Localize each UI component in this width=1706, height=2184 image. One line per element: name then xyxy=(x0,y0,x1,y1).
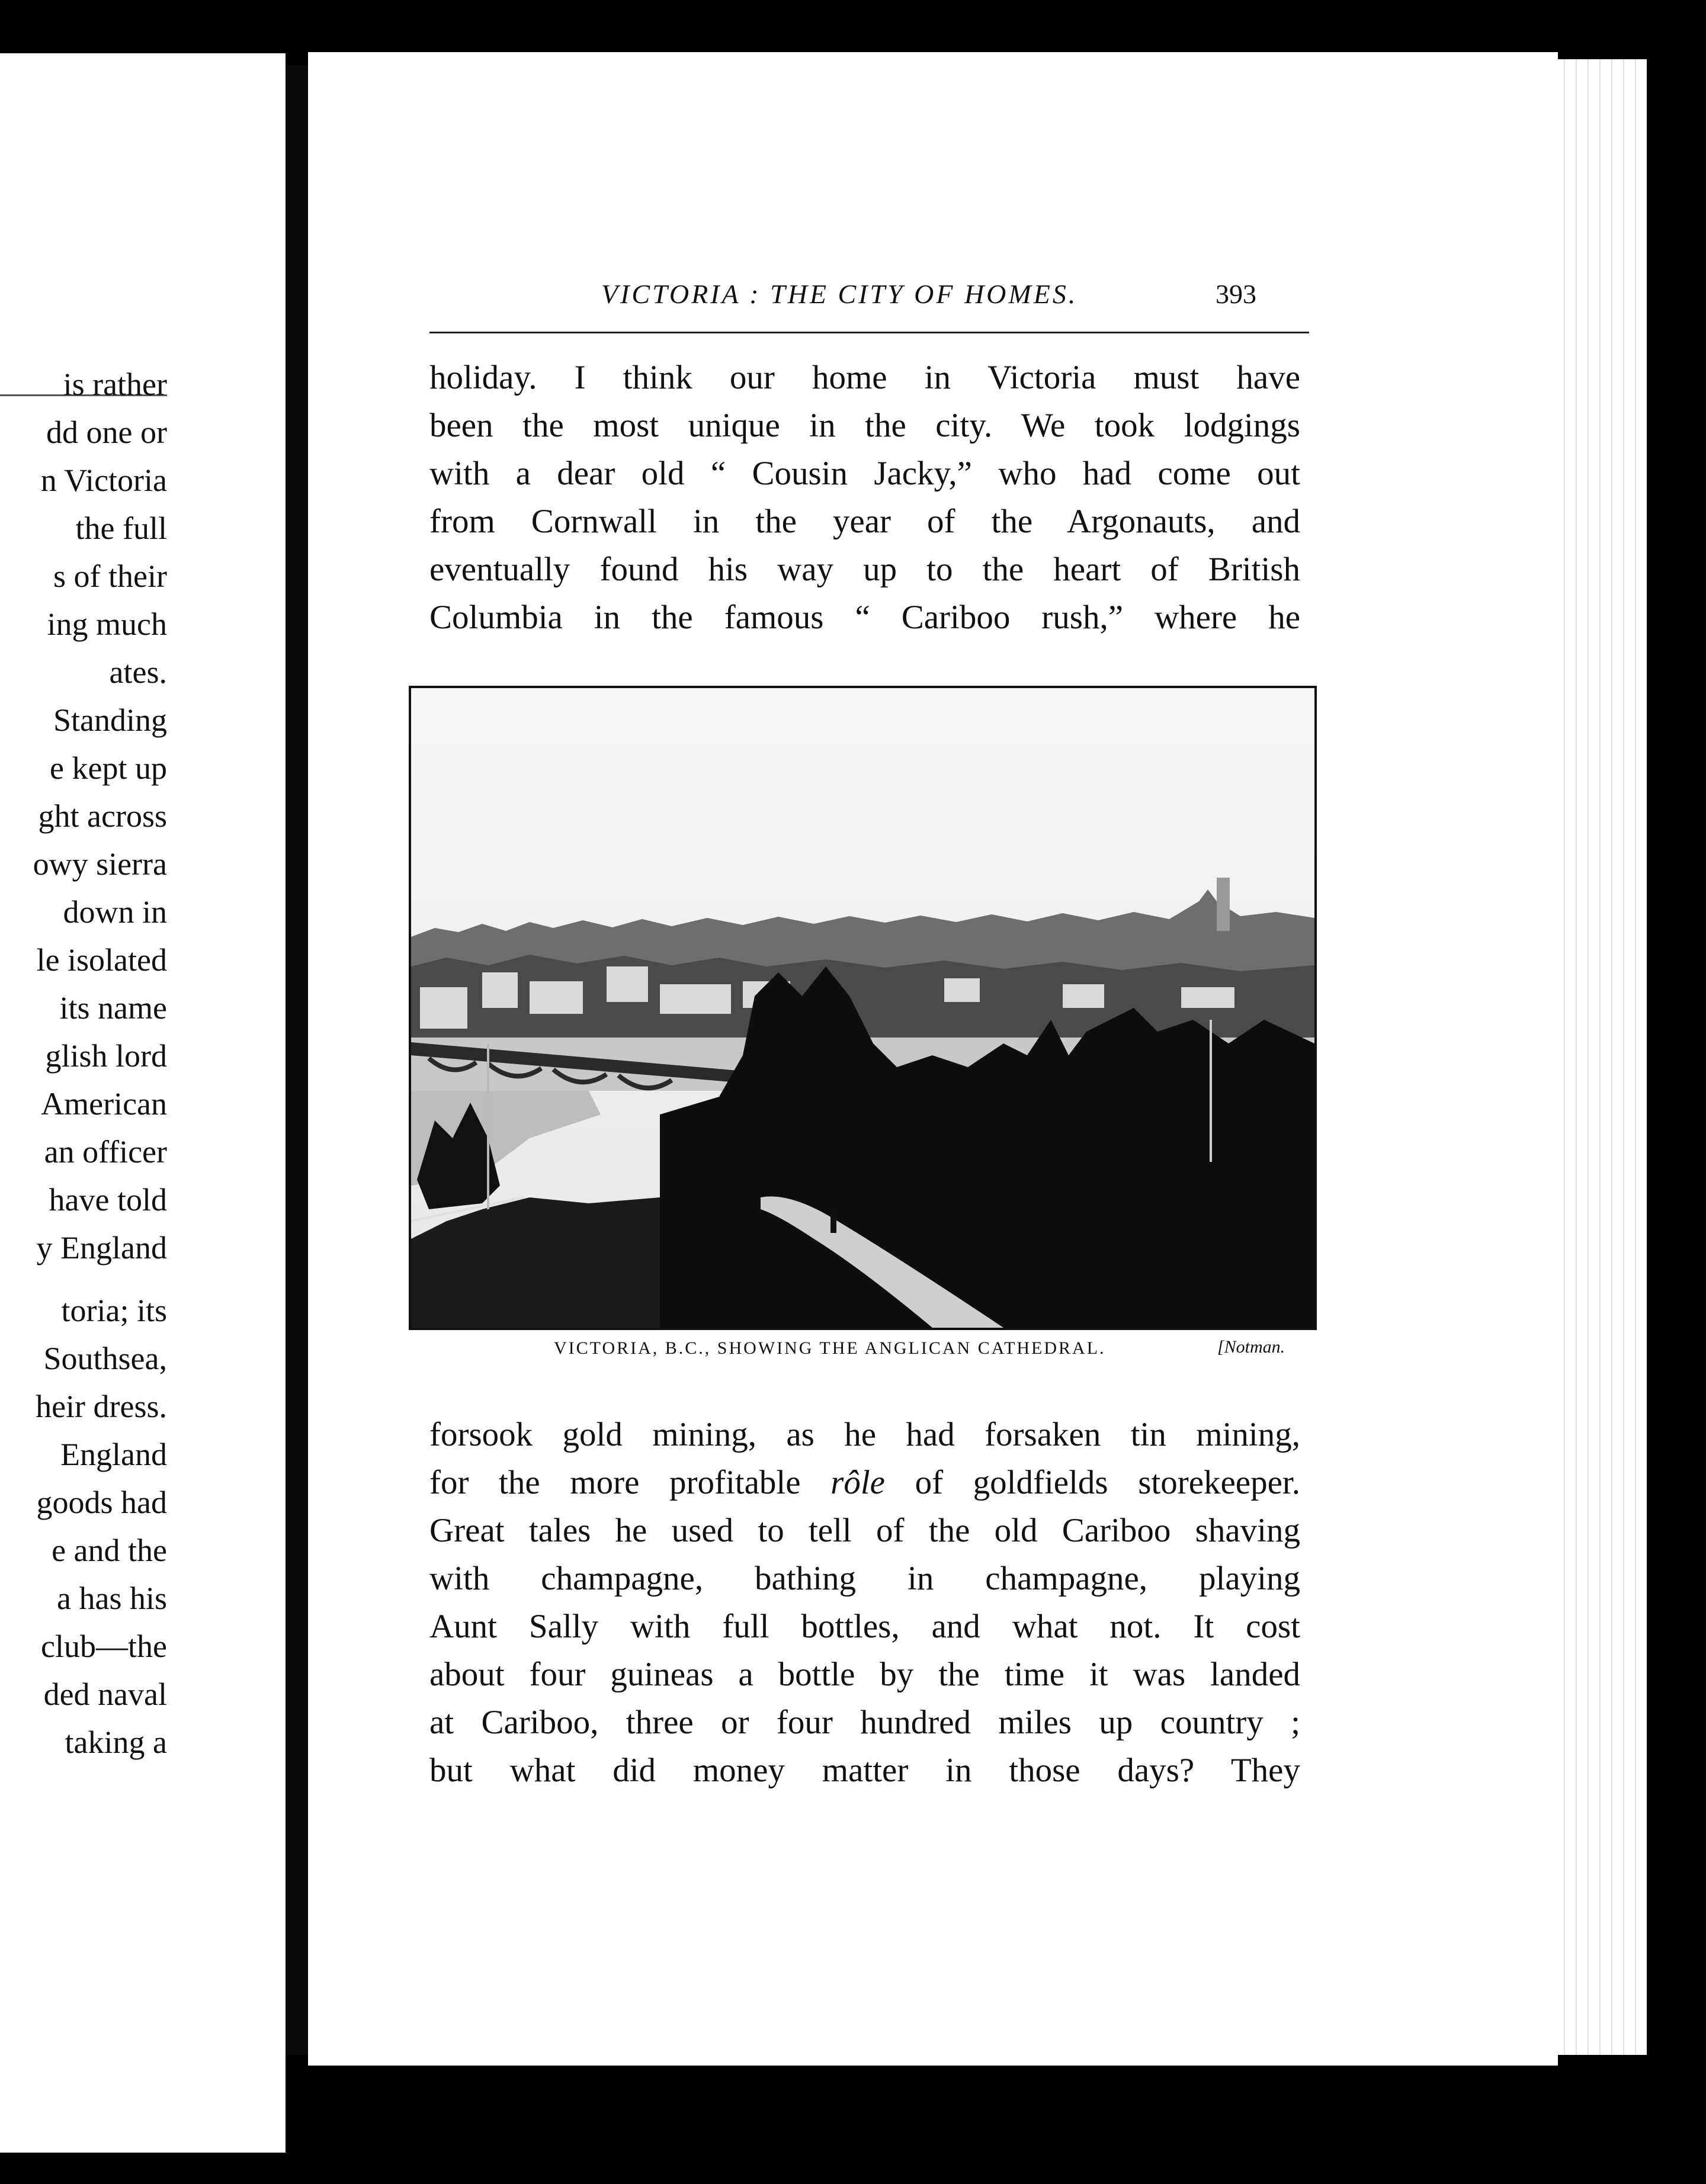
text-line-bottom-4: with champagne, bathing in champagne, playing xyxy=(429,1560,1300,1597)
text-line-bottom-3: Great tales he used to tell of the old Cariboo shaving xyxy=(429,1512,1300,1549)
left-page-line: Standing xyxy=(53,702,167,738)
left-page-line: down in xyxy=(63,894,167,930)
left-page-line: England xyxy=(60,1437,167,1472)
figure-caption: VICTORIA, B.C., SHOWING THE ANGLICAN CATHEDRAL. xyxy=(554,1338,1106,1358)
left-page-line: toria; its xyxy=(61,1293,167,1328)
left-page-line: taking a xyxy=(65,1724,167,1760)
left-page-line: is rather xyxy=(63,367,167,402)
page-number: 393 xyxy=(1216,279,1256,309)
left-page-line: ing much xyxy=(47,606,167,642)
text-line-top-6: Columbia in the famous “ Cariboo rush,” where he xyxy=(429,599,1300,636)
text-line-top-4: from Cornwall in the year of the Argonauts, and xyxy=(429,503,1300,540)
text-line-bottom-2-italic: rôle xyxy=(830,1464,885,1501)
left-page-line: have told xyxy=(49,1182,167,1218)
text-line-top-5: eventually found his way up to the heart of British xyxy=(429,551,1300,588)
left-page-line: Southsea, xyxy=(43,1341,167,1376)
left-page-line: e and the xyxy=(52,1533,167,1568)
left-page-line: the full xyxy=(75,510,167,546)
header-rule xyxy=(429,332,1309,333)
left-page-line: American xyxy=(41,1086,167,1122)
text-line-top-1: holiday. I think our home in Victoria must have xyxy=(429,359,1300,396)
text-line-bottom-7: at Cariboo, three or four hundred miles up country ; xyxy=(429,1704,1300,1741)
text-line-top-3: with a dear old “ Cousin Jacky,” who had come out xyxy=(429,455,1300,492)
left-page-line: y England xyxy=(36,1230,167,1266)
photograph-victoria-bc xyxy=(409,686,1317,1330)
left-page-line: club—the xyxy=(41,1629,167,1664)
left-page-line: heir dress. xyxy=(36,1389,167,1424)
text-line-bottom-5: Aunt Sally with full bottles, and what not. It cost xyxy=(429,1608,1300,1645)
left-page-line: ght across xyxy=(38,798,167,834)
left-page-line: s of their xyxy=(53,558,167,594)
left-page-line: an officer xyxy=(44,1134,167,1170)
left-page-line: owy sierra xyxy=(33,846,167,882)
left-page-line: n Victoria xyxy=(40,463,167,498)
left-page-line: e kept up xyxy=(50,750,167,786)
text-line-bottom-1: forsook gold mining, as he had forsaken tin mining, xyxy=(429,1416,1300,1453)
left-page-line: ates. xyxy=(109,654,167,690)
left-page-line: glish lord xyxy=(45,1038,167,1074)
left-page xyxy=(0,53,286,2153)
running-header-title: VICTORIA : THE CITY OF HOMES. xyxy=(601,279,1078,309)
left-page-line: goods had xyxy=(36,1485,167,1520)
text-line-bottom-2 xyxy=(429,1463,1300,1502)
text-line-bottom-6: about four guineas a bottle by the time it was landed xyxy=(429,1656,1300,1693)
left-page-line: dd one or xyxy=(46,415,167,450)
left-page-line: ded naval xyxy=(43,1676,167,1712)
left-page-line: le isolated xyxy=(36,942,167,978)
text-line-bottom-8: but what did money matter in those days? They xyxy=(429,1752,1300,1789)
text-line-bottom-2-end: of goldfields storekeeper. xyxy=(884,1464,1300,1501)
book-gutter xyxy=(286,65,308,2055)
left-page-line: a has his xyxy=(57,1581,167,1616)
page-edges xyxy=(1558,59,1647,2055)
figure-credit: [Notman. xyxy=(1217,1337,1285,1357)
photograph-illustration xyxy=(411,688,1314,1328)
left-page-text xyxy=(0,53,167,2153)
left-page-line: its name xyxy=(59,990,167,1026)
text-line-top-2: been the most unique in the city. We took lodgings xyxy=(429,407,1300,444)
text-line-bottom-2-start: for the more profitable xyxy=(429,1464,831,1501)
